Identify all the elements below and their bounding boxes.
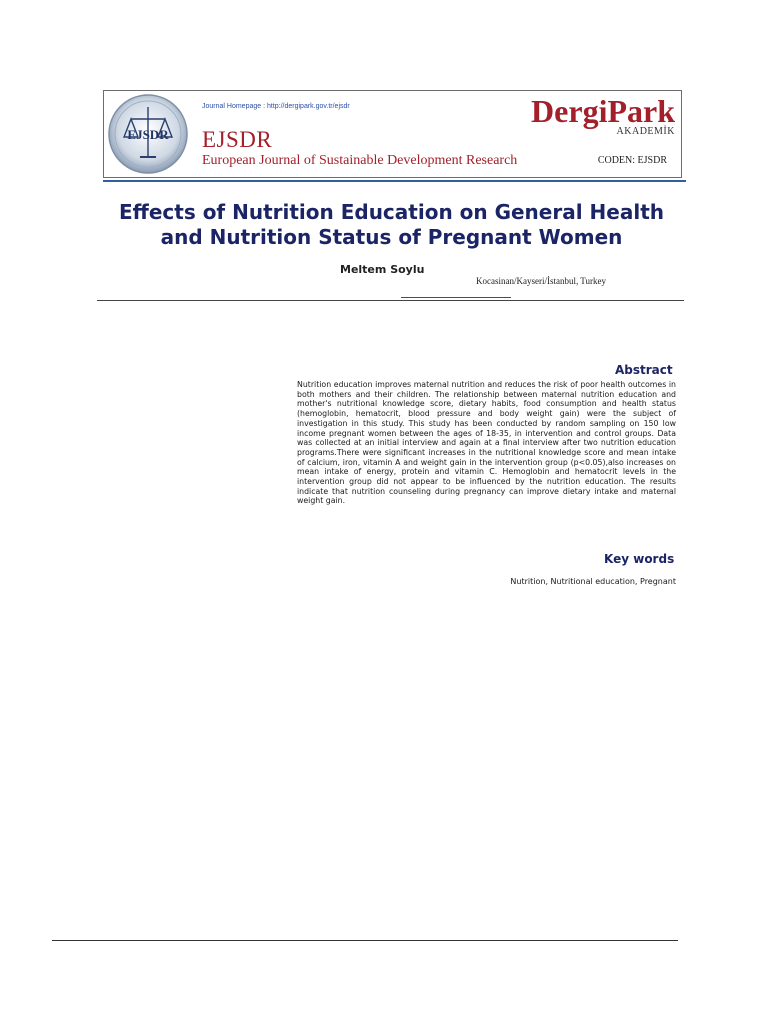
svg-text:EJSDR: EJSDR [127, 127, 169, 142]
keywords-heading: Key words [604, 552, 675, 566]
keywords-list: Nutrition, Nutritional education, Pregnant [510, 577, 676, 586]
journal-full-name: European Journal of Sustainable Development Research [202, 153, 518, 168]
author-name: Meltem Soylu [340, 263, 425, 276]
article-title-line-2: and Nutrition Status of Pregnant Women [160, 225, 623, 249]
author-affiliation: Kocasinan/Kayseri/İstanbul, Turkey [476, 276, 606, 286]
footer-divider [52, 940, 678, 941]
journal-header [103, 90, 682, 178]
dergipark-logo-text: DergiPark [531, 93, 675, 129]
author-email-link[interactable] [401, 297, 511, 298]
coden-label: CODEN: EJSDR [597, 155, 667, 166]
journal-abbreviation: EJSDR [202, 127, 273, 152]
title-divider [97, 300, 684, 301]
article-title [90, 200, 693, 250]
ejsdr-logo [107, 93, 189, 175]
article-title-line-1: Effects of Nutrition Education on General Health [118, 200, 664, 224]
journal-homepage-link[interactable]: Journal Homepage : http://dergipark.gov.tr/ejsdr [202, 103, 350, 110]
abstract-body: Nutrition education improves maternal nutrition and reduces the risk of poor health outcomes in both mothers and their children. The relationship between maternal nutrition education and mother's nutritional knowledge score, dietary habits, food consumption and health status (hemoglobin, hematocrit, blood pressure and body weight gain) were the subject of investigation in this study. This study has been conducted by random sampling on 150 low income pregnant women between the ages of 18-35, in intervention and control groups. Data was collected at an initial interview and again at a final interview after two nutrition education programs.There were significant increases in the nutritional knowledge score and mean intake of calcium, iron, vitamin A and weight gain in the intervention group (p<0.05),also increases on mean intake of energy, protein and vitamin C. Hemoglobin and hematocrit levels in the intervention group did not appear to be influenced by the nutrition education. The results indicate that nutrition counseling during pregnancy can improve dietary intake and maternal weight gain. [297, 380, 676, 506]
abstract-heading: Abstract [615, 363, 673, 377]
header-divider [103, 180, 686, 182]
dergipark-akademik-text: AKADEMİK [616, 126, 675, 137]
